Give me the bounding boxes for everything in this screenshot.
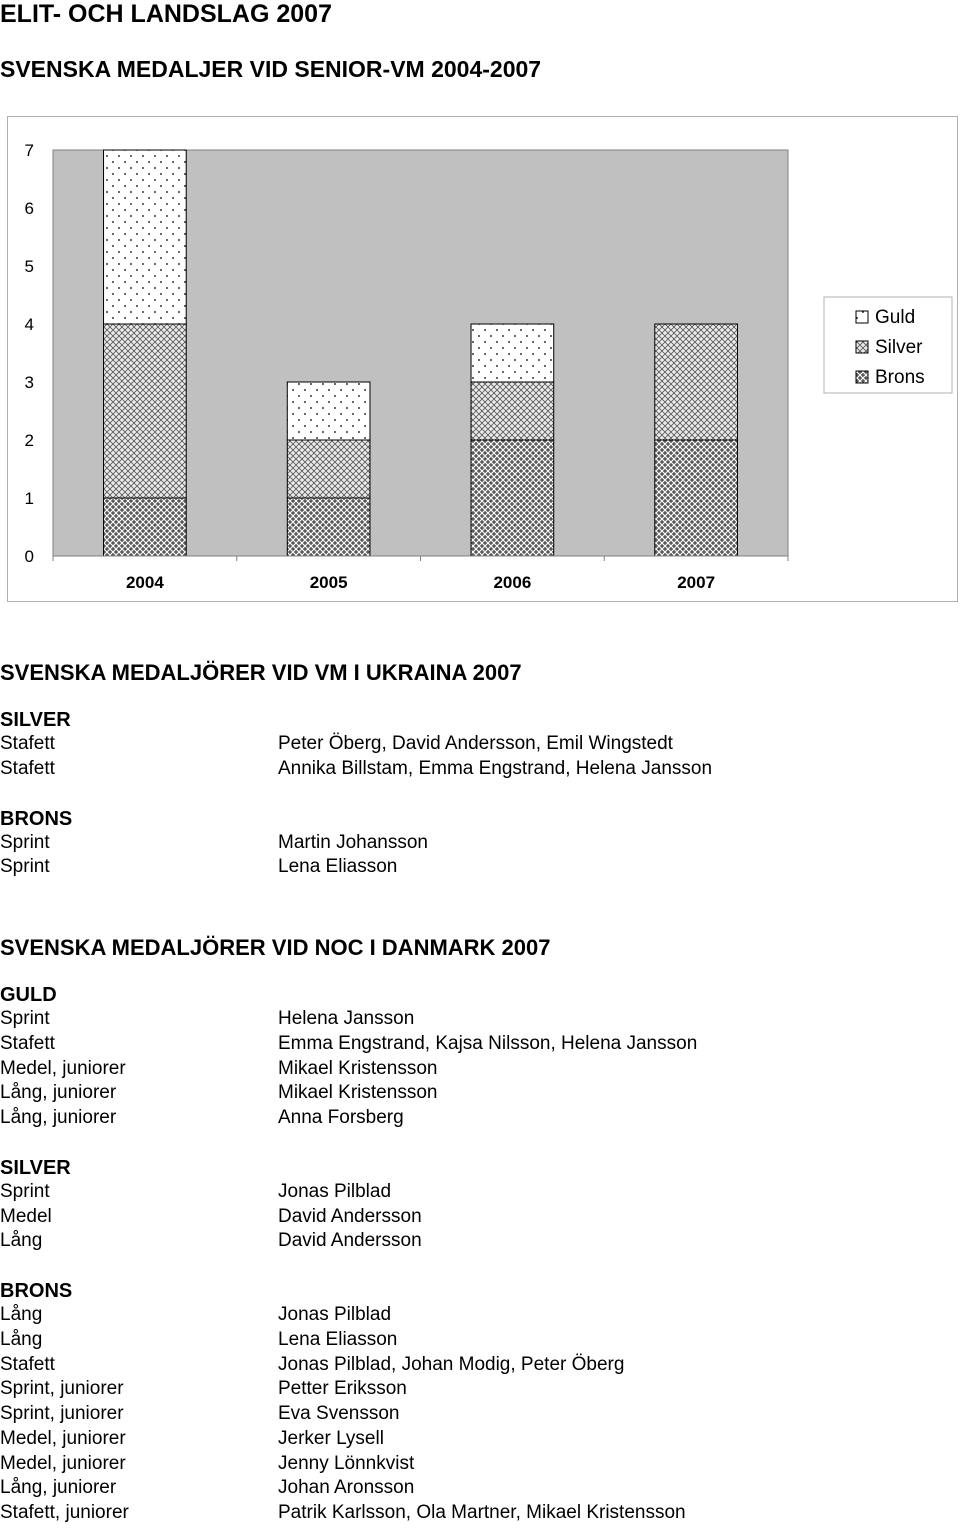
event-name: Lång, juniorer: [0, 1477, 117, 1499]
bar-brons-2006: [471, 440, 554, 556]
athlete-names: Jerker Lysell: [278, 1427, 384, 1449]
event-name: Lång: [0, 1304, 43, 1325]
athlete-names: Jonas Pilblad: [278, 1304, 392, 1325]
athlete-names: Petter Eriksson: [278, 1378, 407, 1400]
event-name: Sprint, juniorer: [0, 1403, 124, 1424]
athlete-names: Eva Svensson: [278, 1403, 400, 1424]
event-name: Stafett, juniorer: [0, 1502, 129, 1523]
bar-silver-2004: [104, 324, 187, 498]
medal-row: [0, 854, 960, 879]
athlete-names: Anna Forsberg: [278, 1107, 404, 1128]
medal-row: [0, 1352, 960, 1377]
medal-row: [0, 1426, 960, 1451]
athlete-names: David Andersson: [278, 1205, 422, 1227]
medal-category: SILVER: [0, 709, 71, 731]
athlete-names: Mikael Kristensson: [278, 1082, 438, 1104]
athlete-names: Jonas Pilblad: [278, 1180, 392, 1202]
y-tick-label: 6: [24, 199, 34, 218]
medal-chart: [7, 116, 958, 602]
medal-category: SILVER: [0, 1156, 71, 1179]
bar-brons-2007: [655, 440, 738, 556]
medal-row: [0, 830, 960, 855]
section-title: SVENSKA MEDALJÖRER VID VM I UKRAINA 2007: [0, 660, 522, 685]
y-tick-label: 4: [24, 315, 34, 334]
legend-swatch-guld: [856, 311, 868, 323]
event-name: Medel, juniorer: [0, 1057, 126, 1079]
legend-swatch-silver: [856, 341, 868, 353]
event-name: Lång: [0, 1328, 43, 1350]
medal-category: GULD: [0, 984, 57, 1006]
medal-row: [0, 1401, 960, 1426]
legend-label-silver: Silver: [875, 337, 923, 358]
medal-chart-svg: [8, 117, 959, 603]
bar-guld-2004: [104, 150, 187, 324]
medal-row: [0, 1327, 960, 1352]
medal-row: [0, 1204, 960, 1229]
chart-heading: SVENSKA MEDALJER VID SENIOR-VM 2004-2007: [0, 56, 542, 82]
medal-row: [0, 1376, 960, 1401]
x-tick-label: 2007: [677, 573, 716, 592]
x-tick-label: 2005: [309, 573, 348, 592]
bar-silver-2006: [471, 382, 554, 440]
medal-row: [0, 1500, 960, 1525]
medal-row: [0, 731, 960, 756]
medal-row: [0, 1451, 960, 1476]
event-name: Stafett: [0, 733, 55, 754]
page-title: ELIT- OCH LANDSLAG 2007: [0, 0, 332, 28]
athlete-names: Helena Jansson: [278, 1008, 415, 1029]
medal-row: [0, 1475, 960, 1500]
athlete-names: David Andersson: [278, 1230, 422, 1252]
medal-row: [0, 1228, 960, 1253]
section-title: SVENSKA MEDALJÖRER VID NOC I DANMARK 2007: [0, 935, 551, 960]
y-tick-label: 0: [24, 547, 34, 566]
medal-row: [0, 756, 960, 781]
athlete-names: Martin Johansson: [278, 831, 428, 853]
event-name: Sprint, juniorer: [0, 1378, 124, 1400]
athlete-names: Patrik Karlsson, Ola Martner, Mikael Kristensson: [278, 1502, 686, 1523]
event-name: Medel: [0, 1205, 52, 1227]
athlete-names: Lena Eliasson: [278, 856, 398, 878]
x-tick-label: 2004: [125, 573, 164, 592]
medal-row: [0, 1031, 960, 1056]
medal-row: [0, 1179, 960, 1204]
y-axis: [25, 141, 34, 566]
x-axis: [53, 556, 788, 592]
event-name: Stafett: [0, 757, 55, 779]
medal-row: [0, 1006, 960, 1031]
legend-label-guld: Guld: [875, 307, 916, 328]
athlete-names: Peter Öberg, David Andersson, Emil Wingstedt: [278, 733, 673, 754]
legend-label-brons: Brons: [875, 367, 925, 388]
athlete-names: Johan Aronsson: [278, 1477, 415, 1499]
medal-category: BRONS: [0, 1280, 73, 1302]
bar-brons-2005: [287, 498, 370, 556]
event-name: Stafett: [0, 1353, 55, 1375]
bar-silver-2005: [287, 440, 370, 498]
medal-row: [0, 1080, 960, 1105]
bar-guld-2005: [287, 382, 370, 440]
medal-row: [0, 1302, 960, 1327]
event-name: Lång, juniorer: [0, 1082, 117, 1104]
bar-brons-2004: [104, 498, 187, 556]
medal-category: BRONS: [0, 807, 73, 830]
y-tick-label: 2: [24, 431, 34, 450]
event-name: Stafett: [0, 1032, 55, 1054]
athlete-names: Lena Eliasson: [278, 1328, 398, 1350]
bar-guld-2006: [471, 324, 554, 382]
athlete-names: Emma Engstrand, Kajsa Nilsson, Helena Jansson: [278, 1032, 698, 1054]
athlete-names: Jonas Pilblad, Johan Modig, Peter Öberg: [278, 1353, 625, 1375]
medal-row: [0, 1105, 960, 1130]
event-name: Sprint: [0, 831, 50, 853]
athlete-names: Mikael Kristensson: [278, 1057, 438, 1079]
legend-swatch-brons: [856, 371, 868, 383]
y-tick-label: 7: [24, 141, 34, 160]
legend: [824, 297, 952, 393]
medal-row: [0, 1056, 960, 1081]
athlete-names: Jenny Lönnkvist: [278, 1452, 415, 1474]
bar-silver-2007: [655, 324, 738, 440]
athlete-names: Annika Billstam, Emma Engstrand, Helena Jansson: [278, 757, 713, 779]
event-name: Lång: [0, 1230, 43, 1252]
event-name: Medel, juniorer: [0, 1427, 126, 1449]
y-tick-label: 1: [24, 489, 34, 508]
event-name: Medel, juniorer: [0, 1452, 126, 1474]
y-tick-label: 5: [24, 257, 34, 276]
y-tick-label: 3: [24, 373, 34, 392]
event-name: Sprint: [0, 1008, 50, 1029]
event-name: Sprint: [0, 856, 50, 878]
event-name: Lång, juniorer: [0, 1107, 117, 1128]
event-name: Sprint: [0, 1180, 50, 1202]
x-tick-label: 2006: [493, 573, 532, 592]
